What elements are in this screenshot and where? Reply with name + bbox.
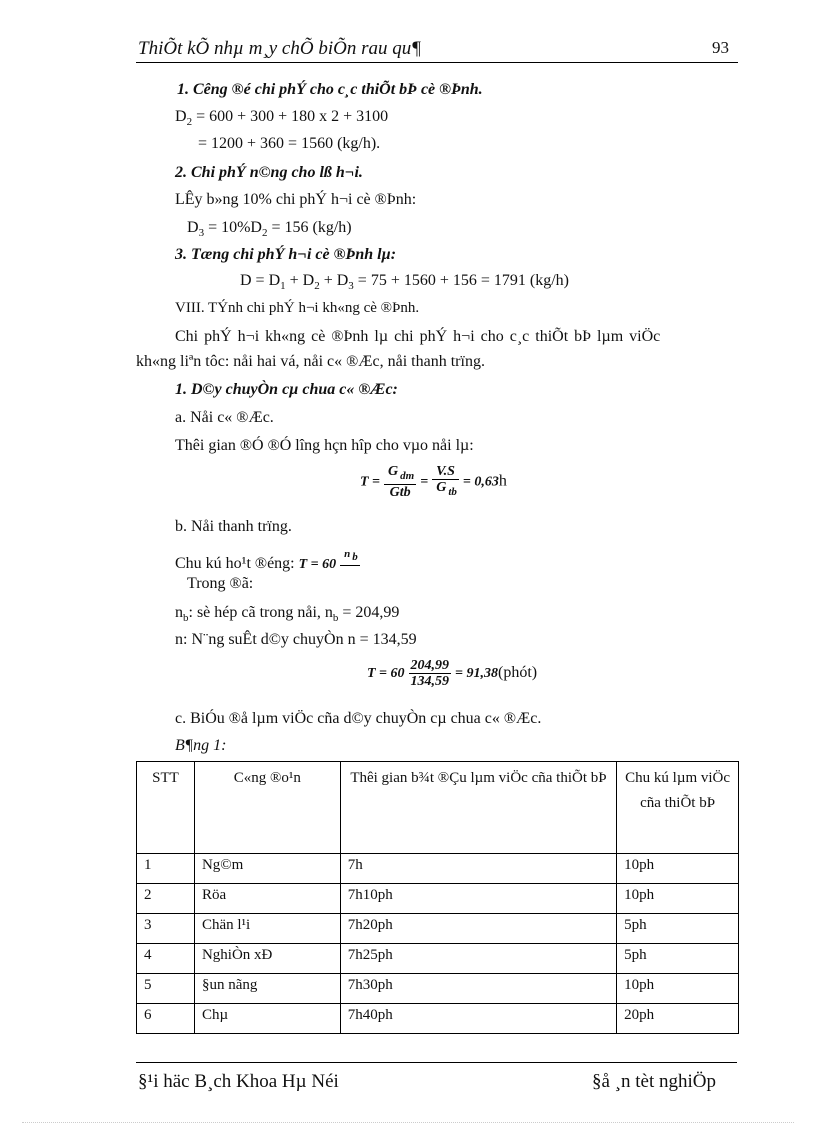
- cell: §un nãng: [194, 974, 340, 1004]
- section-viii-heading: VIII. TÝnh chi phÝ h¬i kh«ng cè ®Þnh.: [175, 300, 420, 316]
- table-row: [137, 974, 739, 1004]
- cell: 7h25ph: [340, 944, 616, 974]
- section-3-heading: 3. Tæng chi phÝ h¬i cè ®Þnh lµ:: [175, 246, 397, 263]
- table-row: [137, 944, 739, 974]
- d3-equation: $D_3 = 10\%D_2 = 156$ (kg/h): [187, 219, 352, 240]
- nb-definition: $n_b$: sè hép cã trong nåi, $n_b = 204,99$: [175, 604, 400, 625]
- table-header-row: [137, 762, 739, 854]
- running-header-title: ThiÕt kÕ nhµ m¸y chÕ biÕn rau qu¶: [138, 38, 422, 59]
- cell: 5: [137, 974, 195, 1004]
- work-schedule-table: [136, 761, 739, 1034]
- section-2-heading: 2. Chi phÝ n©ng cho lß h¬i.: [175, 164, 363, 181]
- cell: 1: [137, 854, 195, 884]
- cell: 10ph: [617, 974, 739, 1004]
- section-2-text: LÊy b»ng 10% chi phÝ h¬i cè ®Þnh:: [175, 191, 417, 208]
- section-viii-paragraph-line-1: Chi phÝ h¬i kh«ng cè ®Þnh lµ chi phÝ h¬i cho c¸c thiÕt bÞ lµm viÖc: [175, 328, 661, 345]
- cell: Chän l¹i: [194, 914, 340, 944]
- cell: 4: [137, 944, 195, 974]
- table-caption: B¶ng 1:: [175, 737, 227, 754]
- cell: 7h: [340, 854, 616, 884]
- cell: 7h30ph: [340, 974, 616, 1004]
- cell: 7h10ph: [340, 884, 616, 914]
- item-a-label: a. Nåi c« ®Æc.: [175, 409, 274, 426]
- formula-cycle-time-sterilizer: T = 60 $\frac{204,99}{134,59}$ = 91,38(phót): [367, 658, 538, 689]
- table-row: [137, 914, 739, 944]
- d2-equation-line-2: = 1200 + 360 = 1560 (kg/h).: [198, 135, 381, 152]
- section-viii-paragraph-line-2: kh«ng liªn tôc: nåi hai vá, nåi c« ®Æc, nåi thanh trïng.: [136, 353, 485, 370]
- section-1-heading: 1. Cêng ®é chi phÝ cho c¸c thiÕt bÞ cè ®Þnh.: [177, 81, 483, 98]
- header-rule: [136, 62, 738, 63]
- subsection-1-heading: 1. D©y chuyÒn cµ chua c« ®Æc:: [175, 381, 398, 398]
- cell: Röa: [194, 884, 340, 914]
- header-stt: STT: [137, 762, 195, 854]
- cell: 10ph: [617, 884, 739, 914]
- table-row: [137, 884, 739, 914]
- footer-thesis-label: §å ¸n tèt nghiÖp: [592, 1071, 717, 1092]
- cell: 5ph: [617, 914, 739, 944]
- formula-nb-over-n: n $_b$: [340, 547, 360, 581]
- header-stage: C«ng ®o¹n: [194, 762, 340, 854]
- cell: 20ph: [617, 1004, 739, 1034]
- cell: 6: [137, 1004, 195, 1034]
- page-number: 93: [712, 38, 729, 57]
- cycle-text: Chu kú ho¹t ®éng: T = 60 n $_b$: [175, 547, 360, 581]
- cell: 10ph: [617, 854, 739, 884]
- total-steam-equation: $D = D_1 + D_2 + D_3 = 75 + 1560 + 156 = 1791$ (kg/h): [240, 272, 569, 293]
- cell: Chµ: [194, 1004, 340, 1034]
- cell: 7h40ph: [340, 1004, 616, 1034]
- item-a-text: Thêi gian ®Ó ®Ó lîng hçn hîp cho vµo nåi lµ:: [175, 437, 474, 454]
- table-row: [137, 854, 739, 884]
- cell: 5ph: [617, 944, 739, 974]
- footer-rule: [136, 1062, 737, 1063]
- cell: NghiÒn xÐ: [194, 944, 340, 974]
- cell: Ng©m: [194, 854, 340, 884]
- footer-university: §¹i häc B¸ch Khoa Hµ Néi: [138, 1071, 339, 1092]
- item-b-label: b. Nåi thanh trïng.: [175, 518, 292, 535]
- cell: 2: [137, 884, 195, 914]
- cell: 3: [137, 914, 195, 944]
- cell: 7h20ph: [340, 914, 616, 944]
- header-start-time: Thêi gian b¾t ®Çu lµm viÖc cña thiÕt bÞ: [340, 762, 616, 854]
- trong-do-label: Trong ®ã:: [187, 575, 254, 592]
- formula-cycle-time-concentrator: T = $\frac{G _{dm}}{\text{Gtb}}$ = $\frac{V.S}{G _{tb}}$ = 0,63h: [360, 464, 507, 500]
- header-cycle: Chu kú lµm viÖc cña thiÕt bÞ: [617, 762, 739, 854]
- n-definition: n: N¨ng suÊt d©y chuyÒn n = 134,59: [175, 631, 417, 648]
- table-row: [137, 1004, 739, 1034]
- item-c-label: c. BiÓu ®å lµm viÖc cña d©y chuyÒn cµ chua c« ®Æc.: [175, 710, 542, 727]
- d2-equation-line-1: $D_2 = 600 + 300 + 180$ x 2 + 3100: [175, 108, 389, 129]
